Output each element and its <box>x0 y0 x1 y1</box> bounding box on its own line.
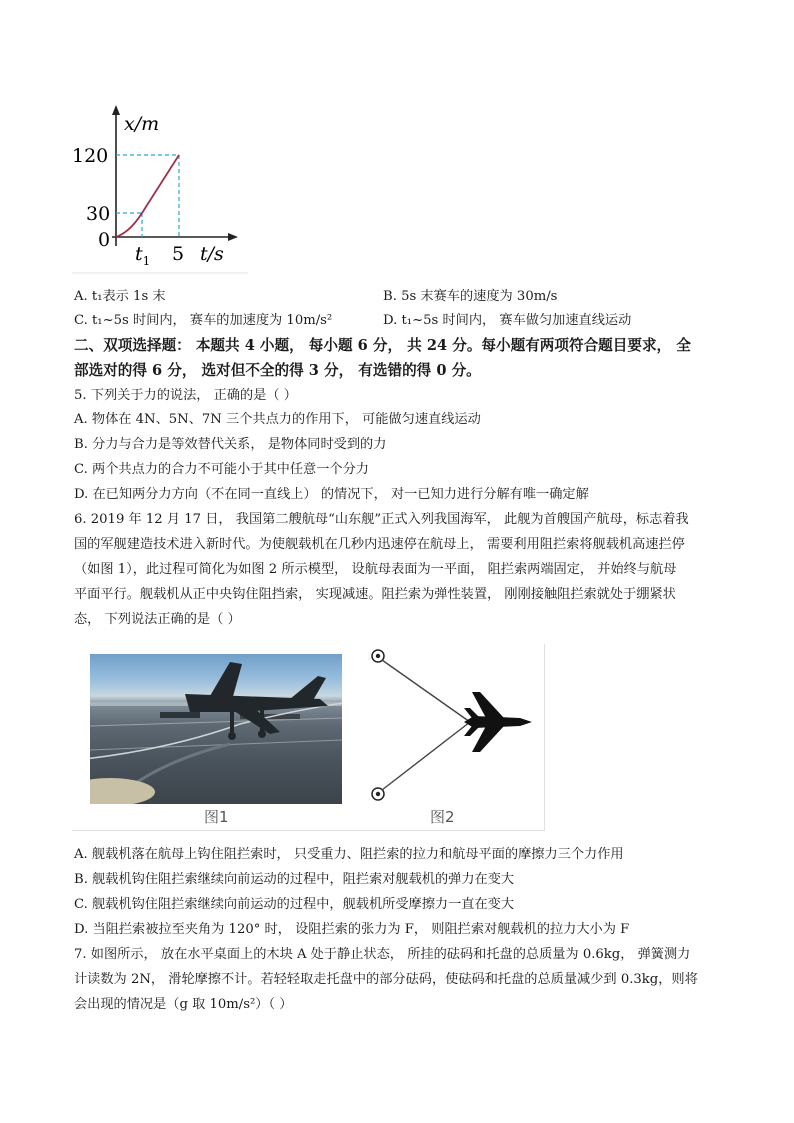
q5-option-d: D. 在已知两分力方向（不在同一直线上） 的情况下， 对一已知力进行分解有唯一确定解 <box>74 487 589 502</box>
q6-stem-line1: 6. 2019 年 12 月 17 日， 我国第二艘航母“山东舰”正式入列我国海军， 此舰为首艘国产航母，标志着我 <box>74 512 689 527</box>
q4-option-b: B. 5s 末赛车的速度为 30m/s <box>383 289 558 304</box>
q6-option-b: B. 舰载机钩住阻拦索继续向前运动的过程中，阻拦索对舰载机的弹力在变大 <box>74 872 515 887</box>
cable-upper <box>382 660 470 722</box>
q6-stem-line5: 态， 下列说法正确的是（ ） <box>74 612 241 627</box>
x-axis-label: t/s <box>200 243 224 265</box>
q6-stem-line2: 国的军舰建造技术进入新时代。为使舰载机在几秒内迅速停在航母上， 需要利用阻拦索将舰载机高速拦停 <box>74 537 685 552</box>
y-tick-30: 30 <box>86 203 111 225</box>
q6-stem-line3: （如图 1），此过程可简化为如图 2 所示模型， 设航母表面为一平面， 阻拦索两端固定， 并始终与航母 <box>74 562 677 577</box>
x-axis-arrow <box>228 233 238 241</box>
q7-stem-line2: 计读数为 2N， 滑轮摩擦不计。若轻轻取走托盘中的部分砝码，使砝码和托盘的总质量减少到 0.3kg，则将 <box>74 972 698 987</box>
x-tick-t1: $t_1$ <box>135 243 151 268</box>
q5-option-c: C. 两个共点力的合力不可能小于其中任意一个分力 <box>74 462 369 477</box>
q5-stem: 5. 下列关于力的说法， 正确的是（ ） <box>74 388 297 403</box>
xt-graph <box>72 100 252 275</box>
figure-2-schematic <box>360 640 540 810</box>
section-2-heading-line1: 二、双项选择题： 本题共 4 小题， 每小题 6 分， 共 24 分。每小题有两项符合题目要求， 全 <box>74 337 691 354</box>
figure-1-carrier-photo <box>90 654 342 804</box>
q7-stem-line3: 会出现的情况是（g 取 10m/s²）（ ） <box>74 997 293 1012</box>
q6-option-c: C. 舰载机钩住阻拦索继续向前运动的过程中，舰载机所受摩擦力一直在变大 <box>74 897 515 912</box>
q5-option-a: A. 物体在 4N、5N、7N 三个共点力的作用下， 可能做匀速直线运动 <box>74 412 481 427</box>
x-tick-5: 5 <box>172 243 185 265</box>
q5-option-b: B. 分力与合力是等效替代关系， 是物体同时受到的力 <box>74 437 387 452</box>
y-tick-120: 120 <box>72 145 109 167</box>
jet-silhouette-icon <box>464 692 532 752</box>
xt-curve <box>116 155 179 237</box>
q7-stem-line1: 7. 如图所示， 放在水平桌面上的木块 A 处于静止状态， 所挂的砝码和托盘的总质量为 0.6kg， 弹簧测力 <box>74 947 691 962</box>
figure-1-caption: 图1 <box>204 808 229 826</box>
q6-stem-line4: 平面平行。舰载机从正中央钩住阻挡索， 实现减速。阻拦索为弹性装置， 刚刚接触阻拦索就处于绷紧状 <box>74 587 676 602</box>
section-2-heading-line2: 部选对的得 6 分， 选对但不全的得 3 分， 有选错的得 0 分。 <box>74 362 481 379</box>
q6-option-d: D. 当阻拦索被拉至夹角为 120° 时， 设阻拦索的张力为 F， 则阻拦索对舰载机的拉力大小为 F <box>74 922 630 937</box>
figure-2-caption: 图2 <box>430 808 455 826</box>
cable-lower <box>382 722 470 790</box>
origin-label: 0 <box>98 229 111 251</box>
q6-option-a: A. 舰载机落在航母上钩住阻拦索时， 只受重力、阻拦索的拉力和航母平面的摩擦力三个力作用 <box>74 847 624 862</box>
y-axis-arrow <box>112 105 120 115</box>
carrier-landing-illustration <box>90 654 342 804</box>
y-axis-label: x/m <box>124 113 160 135</box>
q4-option-c: C. t₁~5s 时间内， 赛车的加速度为 10m/s² <box>74 313 333 328</box>
q4-option-a: A. t₁表示 1s 末 <box>74 289 166 304</box>
q4-option-d: D. t₁~5s 时间内， 赛车做匀加速直线运动 <box>383 313 632 328</box>
